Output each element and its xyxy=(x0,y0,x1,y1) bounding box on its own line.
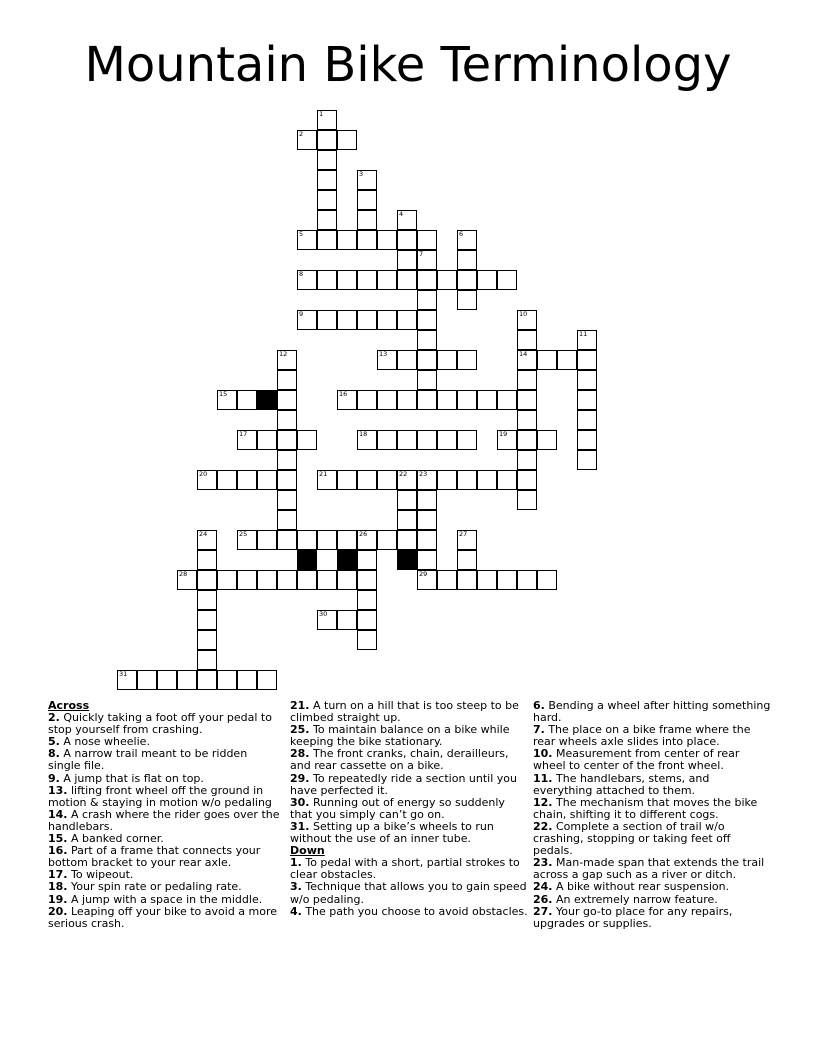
across-clue xyxy=(290,748,528,772)
clue-number: 29 xyxy=(419,570,428,578)
down-clue xyxy=(533,797,771,821)
clue-label: 28. xyxy=(290,747,310,761)
grid-cell[interactable] xyxy=(197,650,217,670)
grid-cell[interactable] xyxy=(517,570,537,590)
grid-cell[interactable] xyxy=(237,390,257,410)
grid-cell[interactable] xyxy=(417,510,437,530)
grid-cell[interactable] xyxy=(357,470,377,490)
across-clue xyxy=(48,712,280,736)
grid-cell[interactable] xyxy=(197,550,217,570)
black-cell xyxy=(397,550,417,570)
across-clue xyxy=(290,700,528,724)
grid-cell[interactable] xyxy=(377,470,397,490)
clue-text: Part of a frame that connects your bottom bracket to your rear axle. xyxy=(48,844,261,870)
grid-cell[interactable] xyxy=(137,670,157,690)
across-clue xyxy=(290,724,528,748)
clue-text: To repeatedly ride a section until you have perfected it. xyxy=(290,771,517,797)
grid-cell[interactable] xyxy=(517,410,537,430)
black-cell xyxy=(337,550,357,570)
grid-cell[interactable] xyxy=(297,530,317,550)
grid-cell[interactable] xyxy=(357,630,377,650)
grid-cell[interactable] xyxy=(357,610,377,630)
clue-number: 11 xyxy=(579,330,588,338)
grid-cell[interactable] xyxy=(417,570,437,590)
clue-number: 22 xyxy=(399,470,408,478)
grid-cell[interactable] xyxy=(357,230,377,250)
grid-cell[interactable] xyxy=(457,470,477,490)
grid-cell[interactable] xyxy=(337,310,357,330)
grid-cell[interactable] xyxy=(417,330,437,350)
grid-cell[interactable] xyxy=(117,670,137,690)
clue-label: 10. xyxy=(533,747,553,761)
clue-label: 7. xyxy=(533,723,545,737)
grid-cell[interactable] xyxy=(317,150,337,170)
clue-text: Technique that allows you to gain speed w/o pedaling. xyxy=(290,880,527,906)
clue-text: The handlebars, stems, and everything attached to them. xyxy=(533,771,710,797)
clue-number: 18 xyxy=(359,430,368,438)
down-clue xyxy=(533,906,771,930)
clue-text: The place on a bike frame where the rear wheels axle slides into place. xyxy=(533,723,751,749)
grid-cell[interactable] xyxy=(337,530,357,550)
grid-cell[interactable] xyxy=(257,670,277,690)
grid-cell[interactable] xyxy=(237,430,257,450)
grid-cell[interactable] xyxy=(237,530,257,550)
clue-text: A banked corner. xyxy=(67,832,164,846)
grid-cell[interactable] xyxy=(397,250,417,270)
grid-cell[interactable] xyxy=(357,210,377,230)
clue-text: Your go-to place for any repairs, upgrades or supplies. xyxy=(533,904,733,930)
clue-text: Measurement from center of rear wheel to center of the front wheel. xyxy=(533,747,740,773)
grid-cell[interactable] xyxy=(437,350,457,370)
clue-number: 15 xyxy=(219,390,228,398)
grid-cell[interactable] xyxy=(517,450,537,470)
clue-number: 4 xyxy=(399,210,404,218)
grid-cell[interactable] xyxy=(517,310,537,330)
grid-cell[interactable] xyxy=(377,390,397,410)
grid-cell[interactable] xyxy=(517,370,537,390)
clue-text: A crash where the rider goes over the handlebars. xyxy=(48,807,280,833)
grid-cell[interactable] xyxy=(397,470,417,490)
grid-cell[interactable] xyxy=(277,510,297,530)
clue-label: 29. xyxy=(290,771,310,785)
grid-cell[interactable] xyxy=(337,270,357,290)
grid-cell[interactable] xyxy=(217,390,237,410)
clue-text: The mechanism that moves the bike chain, shifting it to different cogs. xyxy=(533,795,758,821)
grid-cell[interactable] xyxy=(457,530,477,550)
grid-cell[interactable] xyxy=(277,570,297,590)
black-cell xyxy=(297,550,317,570)
grid-cell[interactable] xyxy=(457,230,477,250)
grid-cell[interactable] xyxy=(197,670,217,690)
grid-cell[interactable] xyxy=(317,210,337,230)
down-clue xyxy=(533,773,771,797)
grid-cell[interactable] xyxy=(477,270,497,290)
grid-cell[interactable] xyxy=(317,170,337,190)
grid-cell[interactable] xyxy=(277,490,297,510)
grid-cell[interactable] xyxy=(337,390,357,410)
down-heading: Down xyxy=(290,844,325,858)
grid-cell[interactable] xyxy=(437,470,457,490)
grid-cell[interactable] xyxy=(577,450,597,470)
grid-cell[interactable] xyxy=(477,470,497,490)
clue-number: 7 xyxy=(419,250,424,258)
grid-cell[interactable] xyxy=(517,470,537,490)
grid-cell[interactable] xyxy=(417,390,437,410)
grid-cell[interactable] xyxy=(277,370,297,390)
down-clue xyxy=(533,724,771,748)
grid-cell[interactable] xyxy=(257,570,277,590)
clue-label: 31. xyxy=(290,819,310,833)
grid-cell[interactable] xyxy=(577,330,597,350)
across-clue xyxy=(48,906,280,930)
clue-text: Bending a wheel after hitting something hard. xyxy=(533,699,771,725)
grid-cell[interactable] xyxy=(377,530,397,550)
grid-cell[interactable] xyxy=(417,230,437,250)
clue-label: 22. xyxy=(533,819,553,833)
clue-text: A jump that is flat on top. xyxy=(59,771,204,785)
grid-cell[interactable] xyxy=(337,570,357,590)
grid-cell[interactable] xyxy=(377,350,397,370)
grid-cell[interactable] xyxy=(357,190,377,210)
grid-cell[interactable] xyxy=(357,550,377,570)
grid-cell[interactable] xyxy=(577,390,597,410)
grid-cell[interactable] xyxy=(397,530,417,550)
clue-text: Quickly taking a foot off your pedal to stop yourself from crashing. xyxy=(48,711,272,737)
grid-cell[interactable] xyxy=(457,430,477,450)
grid-cell[interactable] xyxy=(237,670,257,690)
clue-number: 16 xyxy=(339,390,348,398)
grid-cell[interactable] xyxy=(417,310,437,330)
clue-label: 24. xyxy=(533,880,553,894)
across-clue xyxy=(290,797,528,821)
grid-cell[interactable] xyxy=(277,430,297,450)
grid-cell[interactable] xyxy=(497,470,517,490)
grid-cell[interactable] xyxy=(217,670,237,690)
grid-cell[interactable] xyxy=(417,470,437,490)
grid-cell[interactable] xyxy=(417,250,437,270)
down-clue xyxy=(290,881,528,905)
clue-label: 20. xyxy=(48,904,68,918)
clue-text: Your spin rate or pedaling rate. xyxy=(67,880,242,894)
clue-number: 27 xyxy=(459,530,468,538)
grid-cell[interactable] xyxy=(517,390,537,410)
clue-number: 13 xyxy=(379,350,388,358)
clue-label: 26. xyxy=(533,892,553,906)
clue-label: 5. xyxy=(48,735,60,749)
grid-cell[interactable] xyxy=(417,490,437,510)
grid-cell[interactable] xyxy=(277,470,297,490)
grid-cell[interactable] xyxy=(397,430,417,450)
grid-cell[interactable] xyxy=(537,430,557,450)
grid-cell[interactable] xyxy=(377,230,397,250)
grid-cell[interactable] xyxy=(497,390,517,410)
across-clue xyxy=(48,809,280,833)
clue-label: 30. xyxy=(290,795,310,809)
grid-cell[interactable] xyxy=(457,570,477,590)
grid-cell[interactable] xyxy=(257,430,277,450)
clue-number: 2 xyxy=(299,130,304,138)
clue-label: 1. xyxy=(290,856,302,870)
grid-cell[interactable] xyxy=(377,430,397,450)
grid-cell[interactable] xyxy=(277,390,297,410)
grid-cell[interactable] xyxy=(497,270,517,290)
grid-cell[interactable] xyxy=(237,570,257,590)
clue-number: 8 xyxy=(299,270,304,278)
clue-label: 8. xyxy=(48,747,60,761)
down-clue xyxy=(533,821,771,857)
grid-cell[interactable] xyxy=(457,550,477,570)
grid-cell[interactable] xyxy=(397,510,417,530)
grid-cell[interactable] xyxy=(457,270,477,290)
clue-number: 12 xyxy=(279,350,288,358)
grid-cell[interactable] xyxy=(197,610,217,630)
clue-label: 25. xyxy=(290,723,310,737)
grid-cell[interactable] xyxy=(277,450,297,470)
clue-label: 6. xyxy=(533,699,545,712)
grid-cell[interactable] xyxy=(357,390,377,410)
clue-label: 27. xyxy=(533,904,553,918)
across-clue xyxy=(290,821,528,845)
grid-cell[interactable] xyxy=(377,310,397,330)
grid-cell[interactable] xyxy=(317,130,337,150)
grid-cell[interactable] xyxy=(397,350,417,370)
grid-cell[interactable] xyxy=(157,670,177,690)
black-cell xyxy=(257,390,277,410)
grid-cell[interactable] xyxy=(337,130,357,150)
grid-cell[interactable] xyxy=(237,470,257,490)
grid-cell[interactable] xyxy=(277,530,297,550)
clue-text: A nose wheelie. xyxy=(59,735,150,749)
grid-cell[interactable] xyxy=(417,530,437,550)
clue-text: To pedal with a short, partial strokes to clear obstacles. xyxy=(290,856,520,882)
grid-cell[interactable] xyxy=(317,310,337,330)
across-heading: Across xyxy=(48,699,90,712)
grid-cell[interactable] xyxy=(517,430,537,450)
grid-cell[interactable] xyxy=(297,570,317,590)
clue-label: 3. xyxy=(290,880,302,894)
grid-cell[interactable] xyxy=(317,610,337,630)
clue-label: 11. xyxy=(533,771,553,785)
grid-cell[interactable] xyxy=(437,570,457,590)
grid-cell[interactable] xyxy=(337,470,357,490)
grid-cell[interactable] xyxy=(177,670,197,690)
grid-cell[interactable] xyxy=(517,330,537,350)
across-clue xyxy=(48,748,280,772)
down-clue xyxy=(533,857,771,881)
grid-cell[interactable] xyxy=(577,350,597,370)
clue-number: 17 xyxy=(239,430,248,438)
grid-cell[interactable] xyxy=(397,210,417,230)
clue-label: 2. xyxy=(48,711,60,725)
grid-cell[interactable] xyxy=(517,490,537,510)
clue-text: lifting front wheel off the ground in motion & staying in motion w/o pedaling xyxy=(48,783,272,809)
clue-number: 20 xyxy=(199,470,208,478)
clue-text: Running out of energy so suddenly that you simply can’t go on. xyxy=(290,795,505,821)
grid-cell[interactable] xyxy=(477,390,497,410)
clue-label: 15. xyxy=(48,832,68,846)
grid-cell[interactable] xyxy=(317,530,337,550)
grid-cell[interactable] xyxy=(437,390,457,410)
clue-text: An extremely narrow feature. xyxy=(552,892,718,906)
grid-cell[interactable] xyxy=(217,570,237,590)
grid-cell[interactable] xyxy=(357,430,377,450)
grid-cell[interactable] xyxy=(357,590,377,610)
grid-cell[interactable] xyxy=(417,550,437,570)
clue-number: 23 xyxy=(419,470,428,478)
grid-cell[interactable] xyxy=(197,470,217,490)
clue-column-3 xyxy=(533,700,771,930)
grid-cell[interactable] xyxy=(417,270,437,290)
clue-number: 6 xyxy=(459,230,464,238)
grid-cell[interactable] xyxy=(317,190,337,210)
grid-cell[interactable] xyxy=(317,470,337,490)
clue-number: 1 xyxy=(319,110,324,118)
clue-label: 21. xyxy=(290,699,310,712)
grid-cell[interactable] xyxy=(537,570,557,590)
grid-cell[interactable] xyxy=(457,350,477,370)
grid-cell[interactable] xyxy=(477,570,497,590)
clue-label: 17. xyxy=(48,868,68,882)
clue-number: 24 xyxy=(199,530,208,538)
clue-text: A jump with a space in the middle. xyxy=(67,892,263,906)
clue-column-1 xyxy=(48,700,280,930)
grid-cell[interactable] xyxy=(317,570,337,590)
clue-number: 9 xyxy=(299,310,304,318)
clue-number: 3 xyxy=(359,170,364,178)
grid-cell[interactable] xyxy=(337,610,357,630)
grid-cell[interactable] xyxy=(197,590,217,610)
grid-cell[interactable] xyxy=(257,530,277,550)
down-clue xyxy=(533,700,771,724)
grid-cell[interactable] xyxy=(297,430,317,450)
clue-label: 16. xyxy=(48,844,68,858)
puzzle-title: Mountain Bike Terminology xyxy=(84,37,732,93)
clue-number: 10 xyxy=(519,310,528,318)
grid-cell[interactable] xyxy=(557,350,577,370)
grid-cell[interactable] xyxy=(357,570,377,590)
grid-cell[interactable] xyxy=(397,270,417,290)
grid-cell[interactable] xyxy=(457,390,477,410)
grid-cell[interactable] xyxy=(337,230,357,250)
across-clue xyxy=(48,785,280,809)
clue-text: A bike without rear suspension. xyxy=(552,880,730,894)
clue-label: 18. xyxy=(48,880,68,894)
clue-text: A turn on a hill that is too steep to be climbed straight up. xyxy=(290,699,519,725)
grid-cell[interactable] xyxy=(577,410,597,430)
grid-cell[interactable] xyxy=(457,250,477,270)
clue-label: 14. xyxy=(48,807,68,821)
grid-cell[interactable] xyxy=(417,350,437,370)
grid-cell[interactable] xyxy=(417,370,437,390)
clue-text: The front cranks, chain, derailleurs, and rear cassette on a bike. xyxy=(290,747,509,773)
grid-cell[interactable] xyxy=(177,570,197,590)
clue-number: 26 xyxy=(359,530,368,538)
down-clue xyxy=(290,906,528,918)
grid-cell[interactable] xyxy=(197,630,217,650)
grid-cell[interactable] xyxy=(317,110,337,130)
clue-text: To maintain balance on a bike while keeping the bike stationary. xyxy=(290,723,510,749)
grid-cell[interactable] xyxy=(257,470,277,490)
grid-cell[interactable] xyxy=(517,350,537,370)
grid-cell[interactable] xyxy=(577,430,597,450)
grid-cell[interactable] xyxy=(297,130,317,150)
clue-text: Setting up a bike’s wheels to run without the use of an inner tube. xyxy=(290,819,494,846)
grid-cell[interactable] xyxy=(497,570,517,590)
clue-text: The path you choose to avoid obstacles. xyxy=(301,904,528,918)
grid-cell[interactable] xyxy=(357,310,377,330)
clue-label: 19. xyxy=(48,892,68,906)
clue-number: 19 xyxy=(499,430,508,438)
clue-label: 9. xyxy=(48,771,60,785)
clue-text: Complete a section of trail w/o crashing, stopping or taking feet off pedals. xyxy=(533,819,731,858)
clue-label: 23. xyxy=(533,856,553,870)
clue-number: 5 xyxy=(299,230,304,238)
grid-cell[interactable] xyxy=(417,430,437,450)
grid-cell[interactable] xyxy=(457,290,477,310)
clue-label: 13. xyxy=(48,783,68,797)
grid-cell[interactable] xyxy=(437,270,457,290)
grid-cell[interactable] xyxy=(317,230,337,250)
grid-cell[interactable] xyxy=(197,530,217,550)
clue-number: 25 xyxy=(239,530,248,538)
grid-cell[interactable] xyxy=(437,430,457,450)
clue-number: 30 xyxy=(319,610,328,618)
clue-text: Leaping off your bike to avoid a more serious crash. xyxy=(48,904,278,930)
down-clue xyxy=(533,748,771,772)
clue-label: 12. xyxy=(533,795,553,809)
grid-cell[interactable] xyxy=(277,350,297,370)
clue-text: A narrow trail meant to be ridden single file. xyxy=(48,747,248,773)
grid-cell[interactable] xyxy=(377,270,397,290)
clue-label: 4. xyxy=(290,904,302,918)
grid-cell[interactable] xyxy=(537,350,557,370)
grid-cell[interactable] xyxy=(277,410,297,430)
grid-cell[interactable] xyxy=(357,270,377,290)
grid-cell[interactable] xyxy=(417,290,437,310)
grid-cell[interactable] xyxy=(397,490,417,510)
clue-text: Man-made span that extends the trail across a gap such as a river or ditch. xyxy=(533,856,765,882)
grid-cell[interactable] xyxy=(397,310,417,330)
clue-number: 28 xyxy=(179,570,188,578)
across-clue xyxy=(48,845,280,869)
grid-cell[interactable] xyxy=(497,430,517,450)
down-clue xyxy=(290,857,528,881)
grid-cell[interactable] xyxy=(397,390,417,410)
grid-cell[interactable] xyxy=(217,470,237,490)
clue-number: 31 xyxy=(119,670,128,678)
across-clue xyxy=(290,773,528,797)
grid-cell[interactable] xyxy=(197,570,217,590)
clue-number: 14 xyxy=(519,350,528,358)
grid-cell[interactable] xyxy=(297,230,317,250)
grid-cell[interactable] xyxy=(577,370,597,390)
grid-cell[interactable] xyxy=(297,270,317,290)
clue-text: To wipeout. xyxy=(67,868,134,882)
grid-cell[interactable] xyxy=(357,170,377,190)
grid-cell[interactable] xyxy=(317,270,337,290)
clue-number: 21 xyxy=(319,470,328,478)
clue-column-2 xyxy=(290,700,528,918)
grid-cell[interactable] xyxy=(357,530,377,550)
grid-cell[interactable] xyxy=(297,310,317,330)
grid-cell[interactable] xyxy=(397,230,417,250)
